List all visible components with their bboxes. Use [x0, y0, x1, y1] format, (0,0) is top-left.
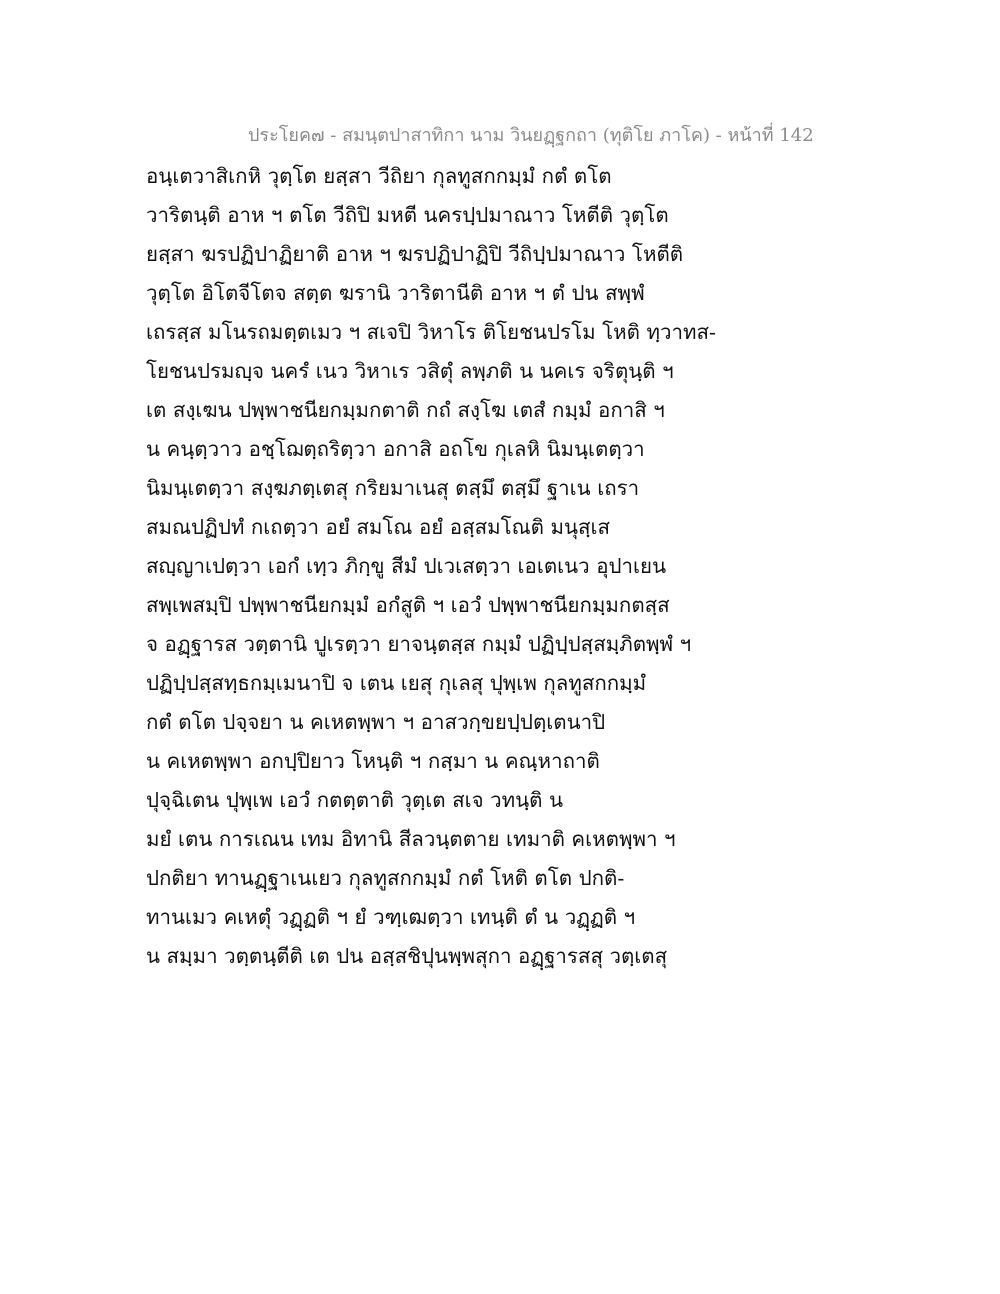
- text-line: สญฺญาเปตฺวา เอกํ เทฺว ภิกฺขู สีมํ ปเวเสตฺวา เอเตเนว อุปาเยน: [146, 554, 667, 578]
- text-line: มยํ เตน การเณน เทม อิทานิ สีลวนฺตตาย เทมาติ คเหตพฺพา ฯ: [146, 827, 676, 851]
- text-line: สพฺเพสมฺปิ ปพฺพาชนียกมฺมํ อกํสูติ ฯ เอวํ ปพฺพาชนียกมฺมกตสฺส: [146, 593, 670, 617]
- text-line: น สมฺมา วตฺตนฺตีติ เต ปน อสฺสชิปุนพฺพสุกา อฏฺฐารสสุ วตฺเตสุ: [146, 944, 668, 968]
- text-line: สมณปฏิปทํ กเถตฺวา อยํ สมโณ อยํ อสฺสมโณติ มนุสฺเส: [146, 515, 611, 539]
- body-text: [146, 162, 866, 981]
- text-line: ปฏิปฺปสฺสทฺธกมฺเมนาปิ จ เตน เยสุ กุเลสุ ปุพฺเพ กุลทูสกกมฺมํ: [146, 671, 647, 695]
- text-line: นิมนฺเตตฺวา สงฺฆภตฺเตสุ กริยมาเนสุ ตสฺมึ ตสฺมึ ฐาเน เถรา: [146, 476, 640, 500]
- text-line: จ อฏฺฐารส วตฺตานิ ปูเรตฺวา ยาจนฺตสฺส กมฺมํ ปฏิปฺปสฺสมฺภิตพฺพํ ฯ: [146, 632, 692, 656]
- text-line: วาริตนฺติ อาห ฯ ตโต วีถิปิ มหตี นครปฺปมาณาว โหตีติ วุตฺโต: [146, 203, 669, 227]
- text-line: ปุจฺฉิเตน ปุพฺเพ เอวํ กตตฺตาติ วุตฺเต สเจ วทนฺติ น: [146, 788, 564, 812]
- text-line: กตํ ตโต ปจฺจยา น คเหตพฺพา ฯ อาสวกฺขยปฺปตฺเตนาปิ: [146, 710, 606, 734]
- text-line: ยสฺสา ฆรปฏิปาฏิยาติ อาห ฯ ฆรปฏิปาฏิปิ วีถิปฺปมาณาว โหตีติ: [146, 242, 684, 266]
- text-line: เถรสฺส มโนรถมตฺตเมว ฯ สเจปิ วิหาโร ติโยชนปรโม โหติ ทฺวาทส-: [146, 320, 716, 344]
- text-line: น คนฺตฺวาว อชฺโฌตฺถริตฺวา อกาสิ อถโข กุเลหิ นิมนฺเตตฺวา: [146, 437, 645, 461]
- text-line: วุตฺโต อิโตจีโตจ สตฺต ฆรานิ วาริตานีติ อาห ฯ ตํ ปน สพฺพํ: [146, 281, 645, 305]
- text-line: น คเหตพฺพา อกปฺปิยาว โหนฺติ ฯ กสฺมา น คณฺหาถาติ: [146, 749, 600, 773]
- text-line: ปกติยา ทานฏฺฐาเนเยว กุลทูสกกมฺมํ กตํ โหติ ตโต ปกติ-: [146, 866, 625, 890]
- text-line: เต สงฺเฆน ปพฺพาชนียกมฺมกตาติ กถํ สงฺโฆ เตสํ กมฺมํ อกาสิ ฯ: [146, 398, 665, 422]
- text-line: ทานเมว คเหตุํ วฏฺฏติ ฯ ยํ วฑฺเฒตฺวา เทนฺติ ตํ น วฏฺฏติ ฯ: [146, 905, 636, 929]
- text-line: อนฺเตวาสิเกหิ วุตฺโต ยสฺสา วีถิยา กุลทูสกกมฺมํ กตํ ตโต: [146, 164, 612, 188]
- running-header: ประโยค๗ - สมนฺตปาสาทิกา นาม วินยฏฺฐกถา (ทุติโย ภาโค) - หน้าที่ 142: [248, 125, 814, 146]
- text-line: โยชนปรมญฺจ นครํ เนว วิหาเร วสิตุํ ลพฺภติ น นคเร จริตุนฺติ ฯ: [146, 359, 674, 383]
